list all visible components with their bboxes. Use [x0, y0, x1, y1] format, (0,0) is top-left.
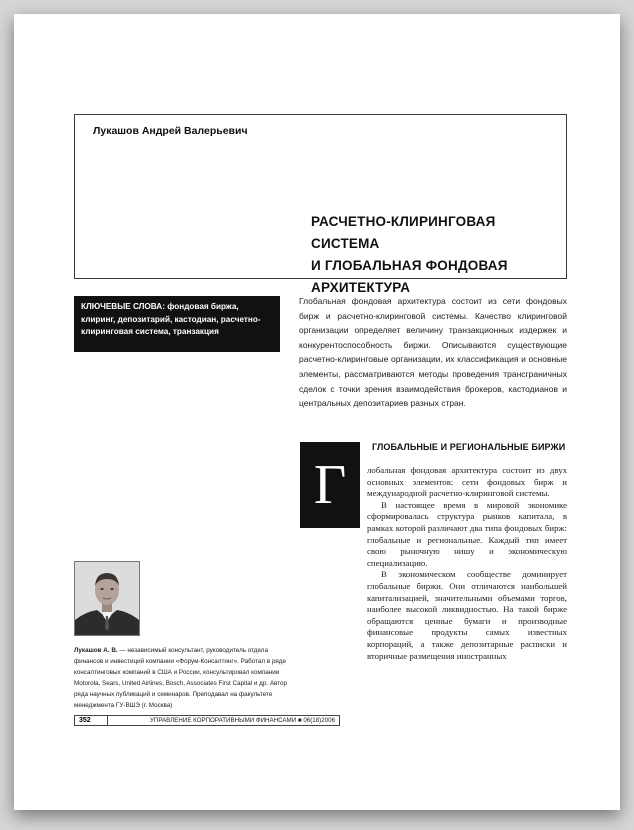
drop-cap: Г — [300, 442, 360, 528]
keywords-box: КЛЮЧЕВЫЕ СЛОВА: фондовая биржа, клиринг, депозитарий, кастодиан, расчетно-клиринговая система, транзакция — [74, 296, 280, 352]
article-title — [311, 211, 551, 299]
article-title-line: РАСЧЕТНО-КЛИРИНГОВАЯ СИСТЕМА — [311, 214, 496, 251]
article-title-line: АРХИТЕКТУРА — [311, 280, 411, 295]
document-page — [14, 14, 620, 810]
body-paragraph: В экономическом сообществе доминирует глобальные биржи. Они отличаются наибольшей капитализацией, значительными объемами торгов, наиболее высокой ликвидностью. На такой бирже обращаются ценные бумаги и производные финансовые продукты самых известных корпораций, а также депозитарные расписки и вторичные размещения иностранных — [367, 569, 567, 661]
abstract: Глобальная фондовая архитектура состоит из сети фондовых бирж и расчетно-клиринговой системы. Качество клиринговой организации определяет величину транзакционных издержек и конкурентоспособность биржи. Описываются существующие расчетно-клиринговые организации, их классификация и основные элементы, рассматриваются методы проведения трансграничных сделок с точки зрения взаимодействия брокеров, кастодианов и центральных депозитариев разных стран. — [299, 296, 567, 409]
author-photo — [74, 561, 140, 636]
section-heading: ГЛОБАЛЬНЫЕ И РЕГИОНАЛЬНЫЕ БИРЖИ — [372, 442, 566, 452]
page-number: 352 — [75, 716, 108, 725]
page-footer — [74, 715, 340, 726]
author-portrait-icon — [75, 562, 139, 635]
title-box — [74, 114, 567, 295]
journal-info: УПРАВЛЕНИЕ КОРПОРАТИВНЫМИ ФИНАНСАМИ ■ 06(18)2006 — [149, 717, 335, 724]
body-paragraph: лобальная фондовая архитектура состоит из двух основных элементов: сети фондовых бирж и международной расчетно-клиринговой системы. — [367, 465, 567, 499]
body-text — [367, 465, 567, 662]
body-paragraph: В настоящее время в мировой экономике сформировалась структура рынков капитала, в рамках которой различают два типа фондовых бирж: глобальные и региональные. Каждый тип имеет свою рыночную нишу и экономическую специализацию. — [367, 499, 567, 568]
author-name: Лукашов Андрей Валерьевич — [93, 125, 248, 137]
bio-text: — независимый консультант, руководитель отдела финансов и инвестиций компании «Форум-Консалтинг». Работал в ряде консалтинговых компаний в США и России, консультировал компании Motorola, Sears, United Airlines, Bosch, Associates First Capital и др. Автор ряда научных публикаций и семинаров. Преподавал на факультете менеджмента ГУ-ВШЭ (г. Москва) — [74, 647, 288, 709]
bio-author-name: Лукашов А. В. — [74, 647, 118, 654]
article-title-line: И ГЛОБАЛЬНАЯ ФОНДОВАЯ — [311, 258, 508, 273]
author-bio — [74, 645, 292, 711]
